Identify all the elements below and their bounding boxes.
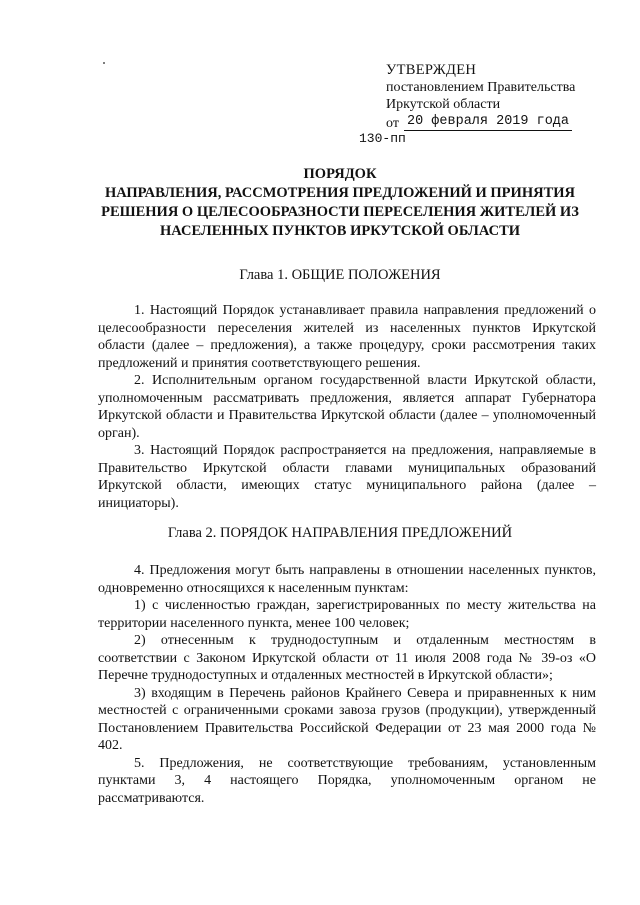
approval-line-1: постановлением Правительства (386, 80, 576, 95)
paragraph: 1) с численностью граждан, зарегистрированных по месту жительства на территории населенного пункта, менее 100 человек; (98, 598, 596, 631)
paragraph: 5. Предложения, не соответствующие требованиям, установленным пунктами 3, 4 настоящего Порядка, уполномоченным органом не рассматриваются. (98, 755, 596, 806)
approval-date-line (386, 113, 616, 132)
paragraph: 3) входящим в Перечень районов Крайнего Севера и приравненных к ним местностей с ограниченными сроками завоза грузов (продукции), утвержденный Постановлением Правительства Российской Федерации от 23 мая 2000 года № 402. (98, 685, 596, 753)
approval-stamp: УТВЕРЖДЕН (386, 62, 477, 78)
approval-block (386, 62, 616, 132)
title-line-2: НАПРАВЛЕНИЯ, РАССМОТРЕНИЯ ПРЕДЛОЖЕНИЙ И ПРИНЯТИЯ (105, 185, 575, 201)
scan-speck (103, 62, 105, 64)
title-line-1: ПОРЯДОК (303, 166, 377, 182)
paragraph: 3. Настоящий Порядок распространяется на предложения, направляемые в Правительство Иркутской области главами муниципальных образований Иркутской области, имеющих статус муниципального района (далее – инициаторы). (98, 443, 596, 511)
paragraph: 1. Настоящий Порядок устанавливает правила направления предложений о целесообразности переселения жителей из населенных пунктов Иркутской области (далее – предложения), а также процедуру, сроки рассмотрения таких предложений и принятия соответствующего решения. (98, 303, 596, 371)
paragraph: 4. Предложения могут быть направлены в отношении населенных пунктов, одновременно относящихся к населенным пунктам: (98, 563, 596, 596)
chapter-2-body (98, 562, 596, 807)
title-line-3: РЕШЕНИЯ О ЦЕЛЕСООБРАЗНОСТИ ПЕРЕСЕЛЕНИЯ ЖИТЕЛЕЙ ИЗ (101, 204, 579, 220)
approval-date: 20 февраля 2019 года (404, 113, 572, 131)
chapter-1-body (98, 302, 596, 512)
chapter-1-heading: Глава 1. ОБЩИЕ ПОЛОЖЕНИЯ (239, 267, 441, 283)
paragraph: 2) отнесенным к труднодоступным и отдаленным местностям в соответствии с Законом Иркутской области от 11 июля 2008 года № 39-оз «О Перечне труднодоступных и отдаленных местностей в Иркутской области»; (98, 633, 596, 683)
chapter-2-heading: Глава 2. ПОРЯДОК НАПРАВЛЕНИЯ ПРЕДЛОЖЕНИЙ (167, 525, 513, 541)
approval-from-prefix: от (386, 116, 399, 131)
paragraph: 2. Исполнительным органом государственной власти Иркутской области, уполномоченным рассматривать предложения, является аппарат Губернатора Иркутской области и Правительства Иркутской области (далее – уполномоченный орган). (98, 373, 596, 441)
approval-number: 130-пп (359, 131, 406, 146)
document-title (60, 165, 620, 241)
title-line-4: НАСЕЛЕННЫХ ПУНКТОВ ИРКУТСКОЙ ОБЛАСТИ (159, 223, 521, 239)
approval-line-2: Иркутской области (386, 97, 501, 112)
